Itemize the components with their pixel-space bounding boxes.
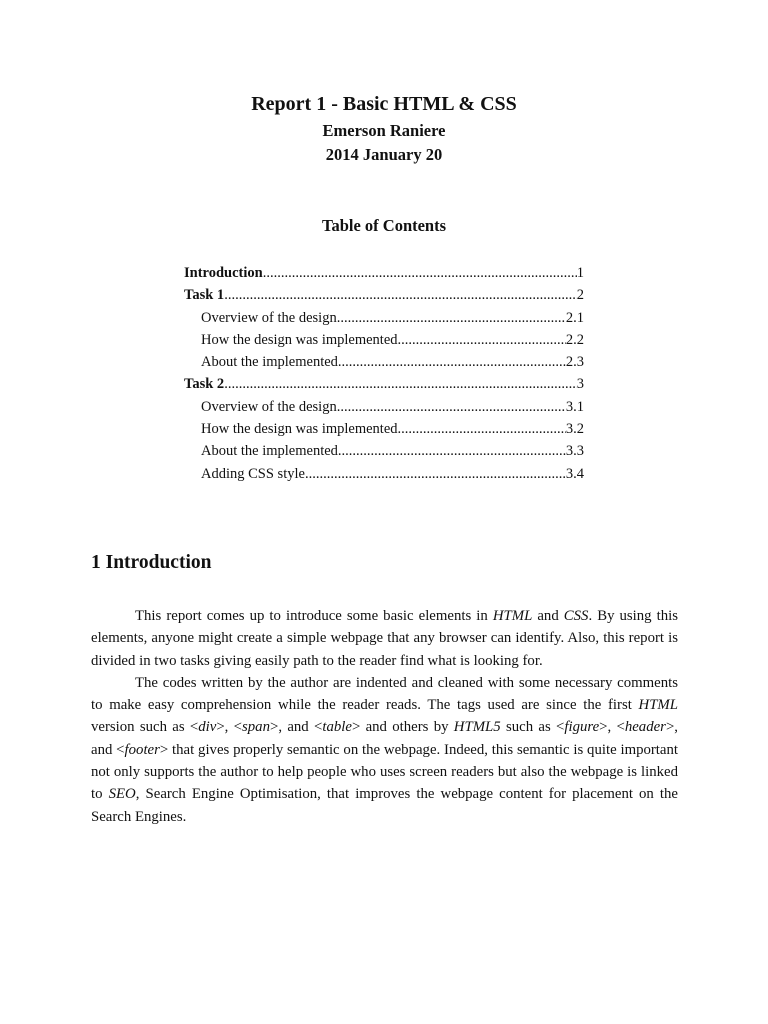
italic-term: HTML (492, 608, 533, 624)
toc-entry-label: Introduction (184, 265, 263, 281)
toc-entry[interactable] (184, 396, 584, 418)
toc-entry-page: 2 (576, 287, 584, 304)
text-run: > that gives properly semantic on the webpage. Indeed, this semantic is quite important not only supports the author to help people who uses screen readers but also the webpage is linked to (91, 741, 678, 803)
toc-entry-page: 1 (576, 265, 584, 281)
text-run: >, < (599, 719, 625, 736)
toc-entry-label: Overview of the design (201, 309, 337, 326)
toc-entry-label: Overview of the design (201, 398, 337, 415)
toc-leader-dots (337, 396, 566, 418)
italic-term: footer (124, 741, 160, 758)
body-paragraph (91, 605, 678, 672)
toc-heading: Table of Contents (321, 216, 447, 235)
section-heading: 1 Introduction (91, 552, 212, 573)
body-paragraph (91, 672, 678, 828)
toc-entry-page: 2.3 (565, 354, 584, 371)
italic-term: div (198, 719, 217, 736)
toc-entry-page: 3.1 (565, 398, 584, 415)
toc-leader-dots (224, 284, 577, 306)
text-run: . By using this elements, anyone might create a simple webpage that any browser can identify. Also, this report is divided in two tasks giving easily path to the reader find what is looking for. (91, 608, 679, 669)
text-run: such as < (500, 719, 565, 736)
toc-entry[interactable] (184, 463, 584, 485)
italic-term: span (242, 719, 270, 736)
italic-term: table (322, 719, 352, 736)
report-date: 2014 January 20 (325, 145, 443, 164)
toc-entry-page: 3 (576, 376, 584, 393)
text-run: , Search Engine Optimisation, that improves the webpage content for placement on the Search Engines. (91, 786, 678, 825)
toc-entry[interactable] (184, 284, 584, 306)
report-title: Report 1 - Basic HTML & CSS (251, 93, 517, 115)
toc-entry-page: 3.4 (565, 465, 584, 482)
section-body (91, 605, 678, 828)
toc-leader-dots (398, 418, 566, 440)
text-run: > and others by (351, 719, 454, 736)
toc-entry-page: 3.2 (565, 421, 584, 438)
toc-entry[interactable] (184, 307, 584, 329)
toc-leader-dots (338, 440, 566, 462)
toc-entry[interactable] (184, 351, 584, 373)
toc-entry[interactable] (184, 329, 584, 351)
toc-entry-label: How the design was implemented (201, 331, 398, 348)
toc-entry[interactable] (184, 262, 584, 284)
toc-entry-label: Adding CSS style (201, 465, 305, 482)
italic-term: HTML5 (453, 719, 501, 736)
text-run: and (532, 608, 564, 624)
italic-term: HTML (638, 697, 678, 714)
text-run: >, and < (269, 719, 323, 736)
toc-entry-page: 3.3 (565, 443, 584, 460)
toc-leader-dots (337, 307, 566, 329)
toc-entry-label: Task 1 (184, 287, 225, 304)
text-run: The codes written by the author are indented and cleaned with some necessary comments to make easy comprehension while the reader reads. The tags used are since the first (91, 674, 678, 714)
toc-entry-label: How the design was implemented (201, 421, 398, 438)
text-run: >, < (216, 719, 243, 736)
toc-leader-dots (398, 329, 566, 351)
italic-term: SEO (108, 786, 136, 803)
text-run: version such as < (91, 719, 199, 736)
toc-entry[interactable] (184, 440, 584, 462)
toc-leader-dots (338, 351, 566, 373)
toc-entry[interactable] (184, 418, 584, 440)
italic-term: CSS (563, 608, 589, 624)
text-run: >, and < (91, 719, 678, 758)
toc-entry[interactable] (184, 373, 584, 395)
toc-leader-dots (263, 262, 577, 284)
text-run: This report comes up to introduce some basic elements in (135, 608, 493, 624)
italic-term: figure (564, 719, 600, 736)
toc-leader-dots (305, 463, 566, 485)
toc-entry-label: About the implemented (201, 354, 338, 371)
italic-term: header (624, 719, 666, 736)
toc-entry-label: About the implemented (201, 443, 338, 460)
toc-entry-label: Task 2 (184, 376, 225, 393)
toc-entry-page: 2.1 (565, 309, 584, 326)
author-name: Emerson Raniere (322, 121, 446, 140)
toc-leader-dots (224, 373, 577, 395)
toc-entry-page: 2.2 (565, 331, 584, 348)
table-of-contents (184, 262, 584, 485)
